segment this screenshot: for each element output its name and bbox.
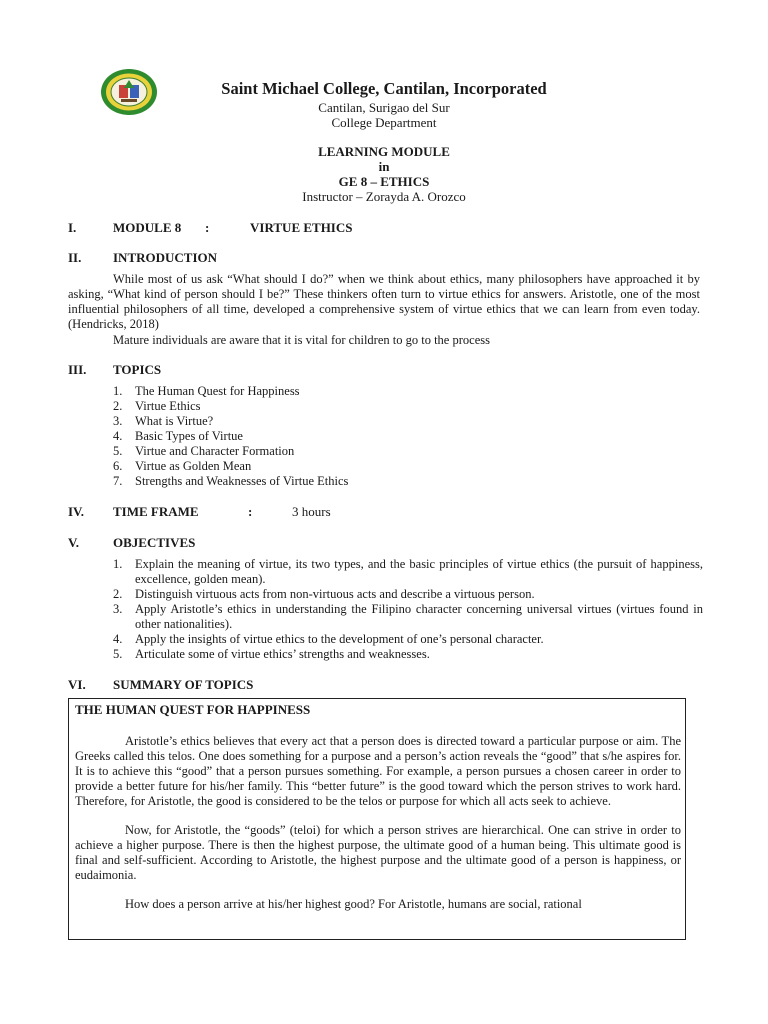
module-in: in [378, 159, 390, 174]
instructor-line: Instructor – Zorayda A. Orozco [302, 189, 466, 204]
summary-paragraph-2: Now, for Aristotle, the “goods” (teloi) for which a person strives are hierarchical. One can strive in order to achieve a higher purpose. There is then the highest purpose, the ultimate good of a human being. This ultimate good is final and self-sufficient. According to Aristotle, the highest purpose and the ultimate good of a person is happiness, or eudaimonia. [75, 823, 681, 882]
section-separator: : [248, 504, 253, 519]
section-number: VI. [68, 677, 86, 692]
section-number: V. [68, 535, 79, 550]
list-item: 6. Virtue as Golden Mean [113, 459, 252, 473]
section-number: IV. [68, 504, 85, 519]
section-number: III. [68, 362, 87, 377]
list-item: 3. Apply Aristotle’s ethics in understanding the Filipino character concerning universal virtues (virtues found in other nationalities). [113, 602, 703, 631]
section-label: OBJECTIVES [113, 535, 196, 550]
time-frame-value: 3 hours [292, 504, 331, 519]
introduction-paragraph-2: Mature individuals are aware that it is vital for children to go to the process [113, 333, 490, 347]
section-time-frame [68, 504, 331, 520]
list-item: 7. Strengths and Weaknesses of Virtue Ethics [113, 474, 349, 488]
section-summary [68, 677, 253, 693]
section-label: MODULE 8 [113, 220, 182, 235]
section-module [68, 220, 353, 236]
section-topics [68, 362, 161, 378]
list-item: 3. What is Virtue? [113, 414, 214, 428]
summary-paragraph-1: Aristotle’s ethics believes that every act that a person does is directed toward a particular purpose or aim. The Greeks called this telos. One does something for a purpose and a person’s action reveals the “good” that s/he aspires for. It is to achieve this “good” that a person pursues something. For example, a person pursues a chosen career in order to provide a better future for his/her family. This “better future” is the good toward which the person strives to work hard. Therefore, for Aristotle, the good is considered to be the telos or purpose for which all acts seek to achieve. [75, 734, 681, 808]
list-item: 4. Apply the insights of virtue ethics to the development of one’s personal character. [113, 632, 544, 646]
list-item: 1. The Human Quest for Happiness [113, 384, 300, 398]
module-title: LEARNING MODULE [318, 144, 450, 159]
section-separator: : [205, 220, 210, 235]
summary-box-title: THE HUMAN QUEST FOR HAPPINESS [75, 702, 311, 717]
topics-list [113, 384, 703, 489]
list-item: 1. Explain the meaning of virtue, its two types, and the basic principles of virtue ethics (the pursuit of happiness, excellence, golden mean). [113, 557, 703, 586]
summary-paragraph-3: How does a person arrive at his/her highest good? For Aristotle, humans are social, rational [125, 897, 582, 911]
section-objectives [68, 535, 195, 551]
course-title: GE 8 – ETHICS [338, 174, 430, 189]
list-item: 2. Distinguish virtuous acts from non-virtuous acts and describe a virtuous person. [113, 587, 535, 601]
college-address: Cantilan, Surigao del Sur [318, 100, 450, 115]
section-number: II. [68, 250, 82, 265]
section-number: I. [68, 220, 77, 235]
section-introduction [68, 250, 217, 266]
list-item: 5. Articulate some of virtue ethics’ strengths and weaknesses. [113, 647, 430, 661]
section-label: TIME FRAME [113, 504, 199, 519]
section-label: INTRODUCTION [113, 250, 218, 265]
list-item: 4. Basic Types of Virtue [113, 429, 243, 443]
college-name: Saint Michael College, Cantilan, Incorporated [221, 79, 547, 98]
list-item: 5. Virtue and Character Formation [113, 444, 295, 458]
module-name: VIRTUE ETHICS [250, 220, 353, 235]
list-item: 2. Virtue Ethics [113, 399, 201, 413]
section-label: SUMMARY OF TOPICS [113, 677, 254, 692]
summary-box [68, 698, 686, 940]
objectives-list [113, 557, 703, 662]
section-label: TOPICS [113, 362, 162, 377]
college-department: College Department [331, 115, 437, 130]
introduction-paragraph-1: While most of us ask “What should I do?” when we think about ethics, many philosophers have approached it by asking, “What kind of person should I be?” These thinkers often turn to virtue ethics for answers. Aristotle, one of the most influential philosophers of all time, developed a comprehensive system of virtue ethics that we can learn from even today. (Hendricks, 2018) [68, 272, 700, 331]
